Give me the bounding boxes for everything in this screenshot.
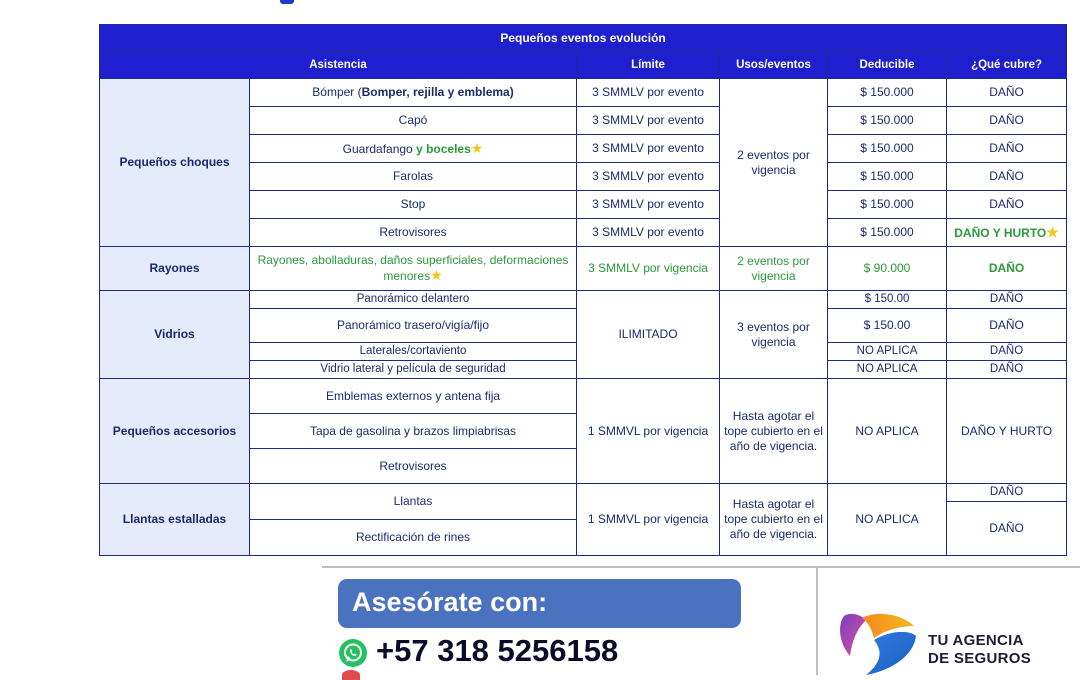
table-row: [100, 247, 1067, 291]
item-bomper: [250, 79, 577, 107]
usos-cell: 3 eventos por vigencia: [720, 291, 828, 379]
usos-cell: 2 eventos por vigencia: [720, 79, 828, 247]
item-vidrio: Panorámico delantero: [250, 291, 577, 309]
cubre-dano-hurto-text: DAÑO Y HURTO: [954, 225, 1047, 240]
limite-cell: 1 SMMVL por vigencia: [577, 484, 720, 556]
deducible-cell: $ 150.000: [828, 107, 947, 135]
header-usos: Usos/eventos: [720, 52, 828, 79]
cubre-cell: DAÑO: [947, 135, 1067, 163]
deducible-cell: NO APLICA: [828, 361, 947, 379]
cubre-cell: DAÑO: [947, 163, 1067, 191]
deducible-cell: $ 150.000: [828, 163, 947, 191]
cubre-cell: DAÑO: [947, 191, 1067, 219]
item-rayones-text: Rayones, abolladuras, daños superficiales, deformaciones menores: [257, 253, 569, 283]
usos-cell: Hasta agotar el tope cubierto en el año de vigencia.: [720, 484, 828, 556]
item-accesorio: Retrovisores: [250, 449, 577, 484]
agency-logo-icon: [836, 612, 918, 675]
item-bomper-text: Bómper (: [312, 85, 362, 99]
brand-line-2: DE SEGUROS: [928, 650, 1032, 667]
item-capo: Capó: [250, 107, 577, 135]
instagram-icon: [342, 670, 360, 680]
top-decorative-mark: [280, 0, 294, 4]
table-title-row: [100, 25, 1067, 52]
footer-vertical-divider: [816, 568, 818, 675]
header-row: [100, 52, 1067, 79]
deducible-cell: NO APLICA: [828, 379, 947, 484]
category-llantas: Llantas estalladas: [100, 484, 250, 556]
limite-cell: 3 SMMLV por vigencia: [577, 247, 720, 291]
item-vidrio: Laterales/cortaviento: [250, 343, 577, 361]
cubre-cell-dano-hurto: [947, 219, 1067, 247]
cubre-cell: DAÑO: [947, 361, 1067, 379]
limite-cell: 3 SMMLV por evento: [577, 219, 720, 247]
item-guardafango: [250, 135, 577, 163]
category-rayones: Rayones: [100, 247, 250, 291]
item-rines: Rectificación de rines: [250, 520, 577, 556]
item-guardafango-highlight: y boceles: [416, 141, 471, 156]
cta-banner: [338, 579, 741, 628]
deducible-cell: $ 150.000: [828, 191, 947, 219]
brand-line-1: TU AGENCIA: [928, 632, 1024, 649]
cubre-cell: DAÑO: [947, 343, 1067, 361]
cta-text: Asesórate con:: [352, 587, 548, 617]
deducible-cell: NO APLICA: [828, 484, 947, 556]
table-title-text: Pequeños eventos: [500, 30, 610, 45]
deducible-cell: $ 90.000: [828, 247, 947, 291]
header-asistencia: Asistencia: [100, 52, 577, 79]
star-icon: ★: [470, 139, 484, 156]
item-rayones: [250, 247, 577, 291]
star-icon: ★: [1046, 223, 1059, 240]
limite-cell: 1 SMMVL por vigencia: [577, 379, 720, 484]
item-accesorio: Emblemas externos y antena fija: [250, 379, 577, 414]
cubre-cell: DAÑO Y HURTO: [947, 379, 1067, 484]
limite-cell: ILIMITADO: [577, 291, 720, 379]
category-vidrios: Vidrios: [100, 291, 250, 379]
table-title-bold: evolución: [609, 30, 666, 45]
limite-cell: 3 SMMLV por evento: [577, 135, 720, 163]
item-vidrio: Panorámico trasero/vigía/fijo: [250, 309, 577, 343]
table-row: [100, 79, 1067, 107]
usos-cell: 2 eventos por vigencia: [720, 247, 828, 291]
header-que-cubre: ¿Qué cubre?: [947, 52, 1067, 79]
deducible-cell: $ 150.00: [828, 291, 947, 309]
phone-number[interactable]: +57 318 5256158: [376, 633, 619, 668]
item-retrovisores: Retrovisores: [250, 219, 577, 247]
item-stop: Stop: [250, 191, 577, 219]
cubre-cell: DAÑO: [947, 79, 1067, 107]
table-title: [100, 25, 1067, 52]
cubre-cell: DAÑO: [947, 502, 1067, 556]
deducible-cell: $ 150.000: [828, 219, 947, 247]
deducible-cell: $ 150.000: [828, 79, 947, 107]
whatsapp-icon: [339, 639, 367, 667]
deducible-cell: NO APLICA: [828, 343, 947, 361]
coverage-table: [99, 24, 1067, 556]
item-vidrio: Vidrio lateral y película de seguridad: [250, 361, 577, 379]
header-deducible: Deducible: [828, 52, 947, 79]
cubre-cell: DAÑO: [947, 107, 1067, 135]
item-bomper-close: ): [509, 85, 514, 99]
item-llantas: Llantas: [250, 484, 577, 520]
item-accesorio: Tapa de gasolina y brazos limpiabrisas: [250, 414, 577, 449]
item-guardafango-text: Guardafango: [342, 141, 417, 156]
limite-cell: 3 SMMLV por evento: [577, 191, 720, 219]
cubre-cell: DAÑO: [947, 247, 1067, 291]
limite-cell: 3 SMMLV por evento: [577, 163, 720, 191]
category-pequenos-choques: Pequeños choques: [100, 79, 250, 247]
table-row: [100, 291, 1067, 309]
header-limite: Límite: [577, 52, 720, 79]
cubre-cell: DAÑO: [947, 291, 1067, 309]
usos-cell: Hasta agotar el tope cubierto en el año de vigencia.: [720, 379, 828, 484]
item-bomper-detail: Bomper, rejilla y emblema: [361, 85, 510, 99]
star-icon: ★: [430, 267, 443, 283]
limite-cell: 3 SMMLV por evento: [577, 107, 720, 135]
footer-divider: [322, 566, 1080, 568]
cubre-cell: DAÑO: [947, 484, 1067, 502]
cubre-cell: DAÑO: [947, 309, 1067, 343]
category-pequenos-accesorios: Pequeños accesorios: [100, 379, 250, 484]
item-farolas: Farolas: [250, 163, 577, 191]
table-row: [100, 379, 1067, 414]
table-row: [100, 484, 1067, 502]
agency-brand-name: [928, 632, 1031, 668]
limite-cell: 3 SMMLV por evento: [577, 79, 720, 107]
deducible-cell: $ 150.000: [828, 135, 947, 163]
deducible-cell: $ 150.00: [828, 309, 947, 343]
